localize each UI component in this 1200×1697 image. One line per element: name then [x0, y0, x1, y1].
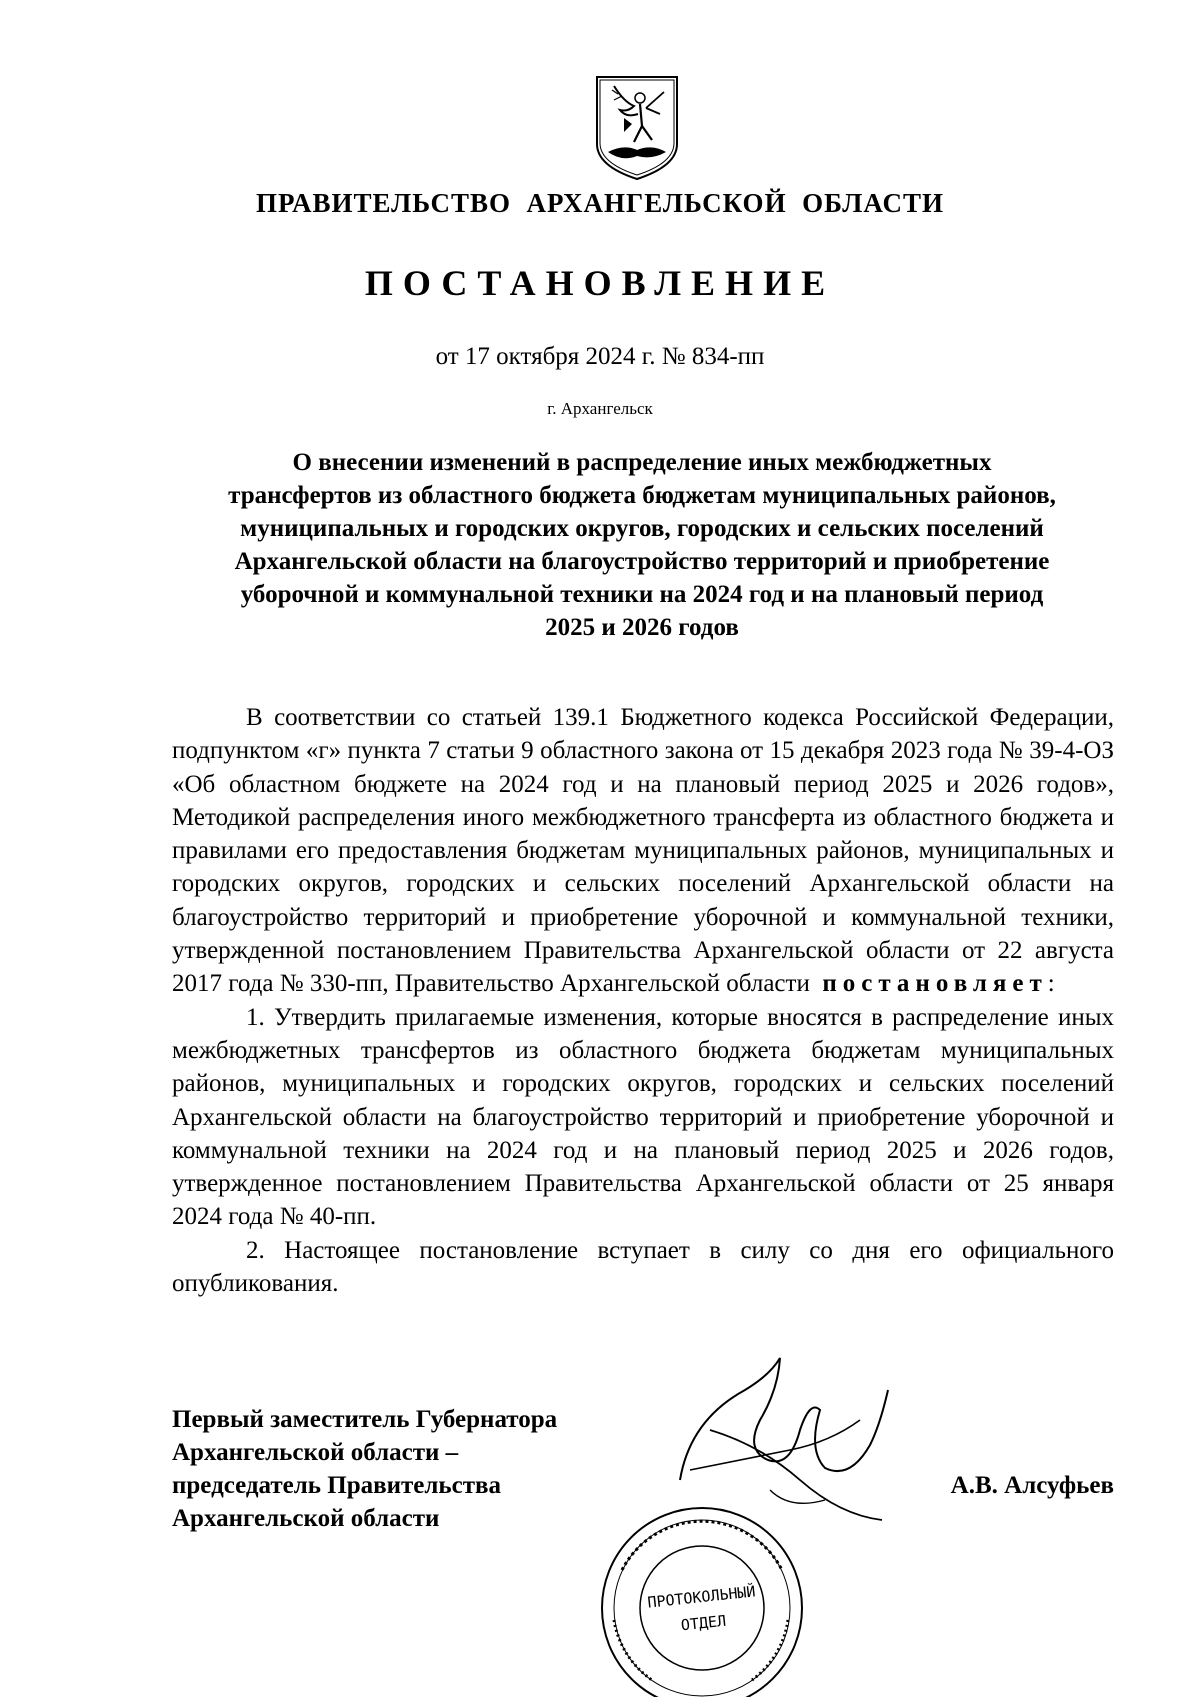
title-line: 2025 и 2026 годов: [545, 614, 739, 641]
preamble-text: В соответствии со статьей 139.1 Бюджетного кодекса Российской Федерации, подпунктом «г» пункта 7 статьи 9 областного закона от 15 декабря 2023 года № 39-4-ОЗ «Об областном бюджете на 2024 год и на плановый период 2025 и 2026 годов», Методикой распределения иного межбюджетного трансферта из областного бюджета и правилами его предоставления бюджетам муниципальных районов, муниципальных и городских округов, городских и сельских поселений Архангельской области на благоустройство территорий и приобретение уборочной и коммунальной техники, утвержденной постановлением Правительства Архангельской области от 22 августа 2017 года № 330-пп, Правительство Архангельской области: [172, 704, 1114, 998]
item-2-paragraph: 2. Настоящее постановление вступает в силу со дня его официального опубликования.: [172, 1236, 1114, 1298]
preamble-paragraph: [172, 701, 1114, 1001]
position-line: Архангельской области –: [172, 1439, 459, 1466]
title-line: трансфертов из областного бюджета бюджетам муниципальных районов,: [228, 482, 1056, 509]
document-body: [172, 701, 1114, 1300]
position-line: Архангельской области: [172, 1505, 440, 1532]
title-line: уборочной и коммунальной техники на 2024 год и на плановый период: [240, 581, 1044, 608]
coat-of-arms-icon: [594, 74, 680, 182]
title-line: муниципальных и городских округов, городских и сельских поселений: [240, 515, 1044, 542]
title-line: О внесении изменений в распределение иных межбюджетных: [292, 449, 992, 476]
stamp-text-line-1: ПРОТОКОЛЬНЫЙ: [646, 1582, 757, 1612]
city-name: г. Архангельск: [547, 399, 653, 418]
date-and-number: от 17 октября 2024 г. № 834-пп: [435, 343, 765, 370]
document-title: [170, 446, 1114, 644]
decree-word: постановляет: [822, 970, 1048, 998]
organization-name: ПРАВИТЕЛЬСТВО АРХАНГЕЛЬСКОЙ ОБЛАСТИ: [255, 188, 945, 218]
item-1-paragraph: 1. Утвердить прилагаемые изменения, которые вносятся в распределение иных межбюджетных трансфертов из областного бюджета бюджетам муниципальных районов, муниципальных и городских округов, городских и сельских поселений Архангельской области на благоустройство территорий и приобретение уборочной и коммунальной техники на 2024 год и на плановый период 2025 и 2026 годов, утвержденное постановлением Правительства Архангельской области от 25 января 2024 года № 40-пп.: [172, 1003, 1114, 1231]
title-line: Архангельской области на благоустройство территорий и приобретение: [234, 548, 1050, 575]
signatory-position: [172, 1403, 557, 1535]
position-line: Первый заместитель Губернатора: [172, 1406, 558, 1433]
document-type: ПОСТАНОВЛЕНИЕ: [364, 263, 836, 303]
stamp-text-line-2: ОТДЕЛ: [680, 1611, 727, 1635]
position-line: председатель Правительства: [172, 1472, 502, 1499]
signatory-name: А.В. Алсуфьев: [950, 1472, 1114, 1499]
protocol-department-stamp: [592, 1480, 812, 1697]
decree-colon: :: [1047, 970, 1055, 998]
